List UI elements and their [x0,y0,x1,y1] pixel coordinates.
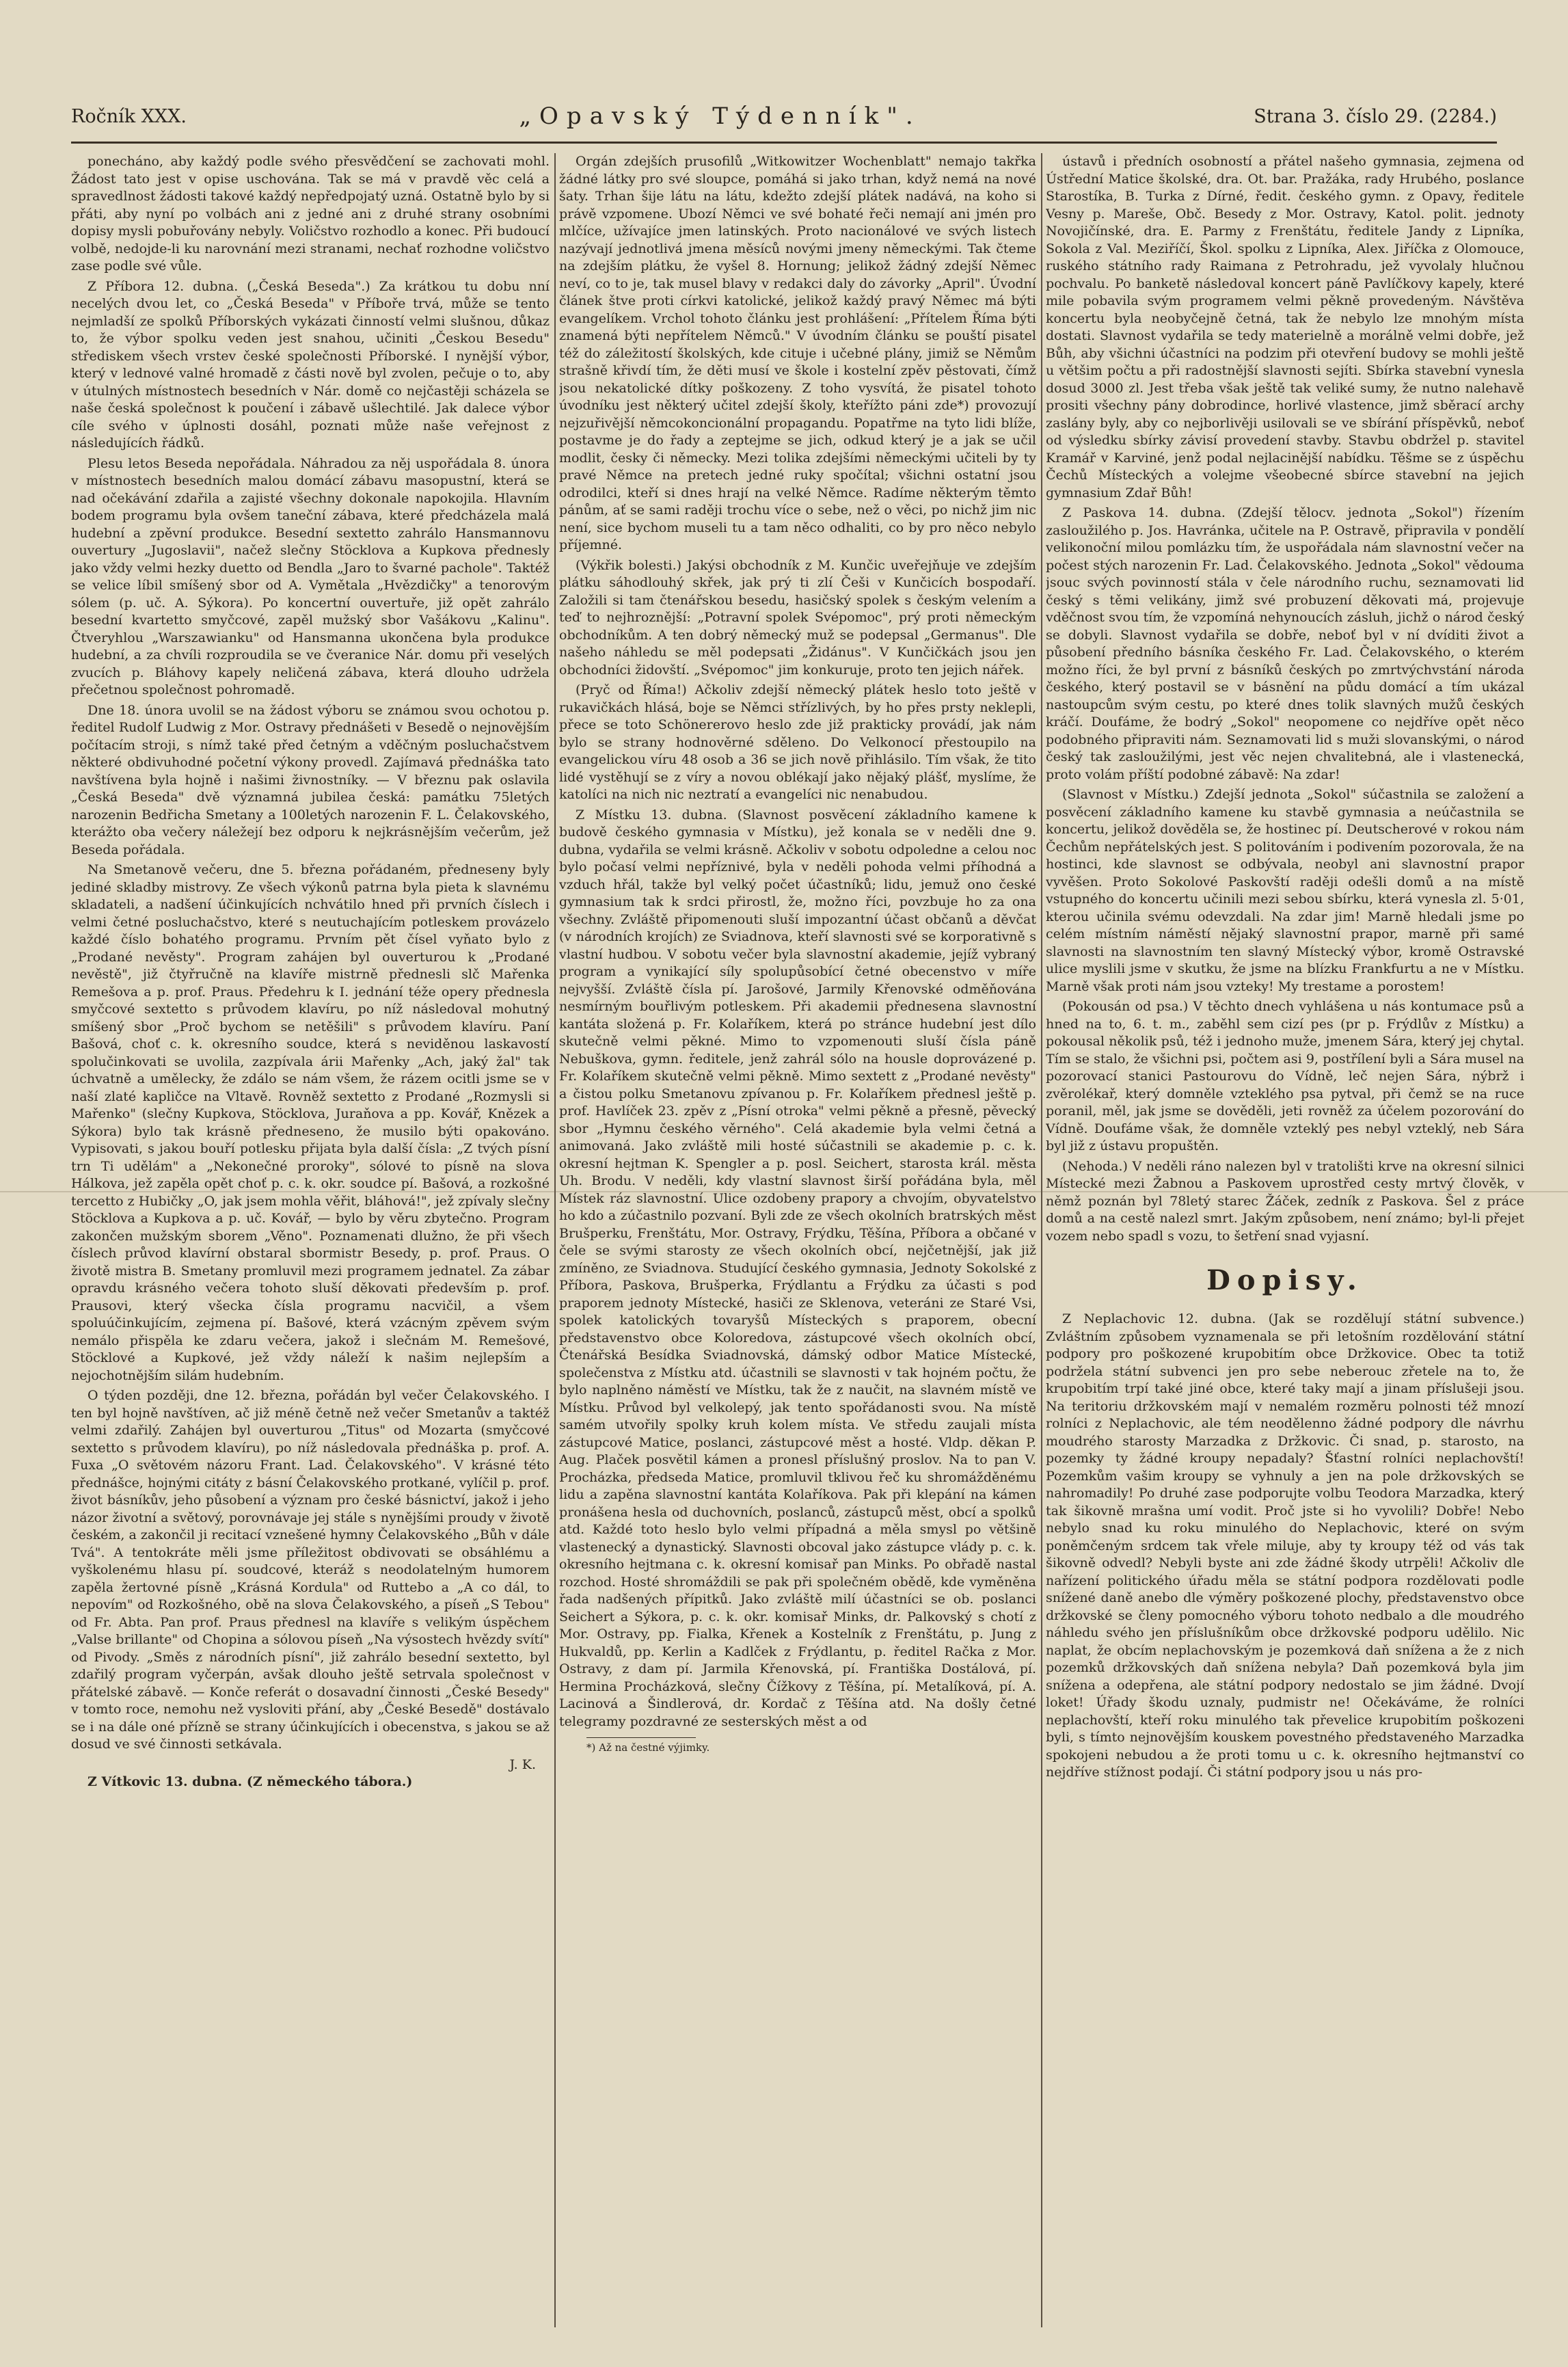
header-rule [71,142,1497,144]
article-paragraph: (Výkřik bolesti.) Jakýsi obchodník z M. Kunčic uveřejňuje ve zdejším plátku sáhodlouhý skřek, jak prý ti zlí Češi v Kunčicích bospodaří. Založili si tam čtenářskou besedu, hasičský spolek s českým velením a teď to nejhroznější: „Potravní spolek Svépomoc", prý proti německým obchodníkům. A ten dobrý německý muž se podepsal „Germanus". Dle našeho náhledu se měl podepsati „Židánus". V Kunčičkách jsou jen obchodníci židovští. „Svépomoc" jim konkuruje, proto ten jejich nářek. [559,557,1036,678]
masthead-title: „Opavský Týdenník". [519,103,921,130]
article-paragraph: (Pryč od Říma!) Ačkoliv zdejší německý plátek heslo toto ještě v rukavičkách hlásá, boje se Němci střízlivých, by ho přes prsty neklepli, přece se toto Schönererovo heslo zde již prakticky provádí, jak nám bylo se strany hodnověrné sděleno. Do Velkonocí přestoupilo na evangelickou víru 48 osob a 36 se jich nově přihlásilo. Tím však, že tito lidé vystěhují se z víry a novou oblékají jako nějaký plášť, myslíme, že katolíci na nich nic neztratí a evangelíci nic nenabudou. [559,682,1036,802]
section-heading-dopisy: Dopisy. [1206,1264,1364,1296]
article-paragraph: (Pokousán od psa.) V těchto dnech vyhlášena u nás kontumace psů a hned na to, 6. t. m., zaběhl sem cizí pes (pr p. Frýdlův z Místku) a pokousal několik psů, též i jednoho muže, jmenem Sára, který jej chytal. Tím se stalo, že všichni psi, počtem asi 9, postřílení byli a Sára musel na pozorovací stanici Pastourovu do Vídně, leč nejen Sára, nýbrž i zvěrolékař, který domněle vzteklého psa pytval, při čemž se na ruce poranil, měl, jak jsme se dověděli, jeti rovněž za účelem pozorování do Vídně. Doufáme však, že domněle vzteklý pes nebyl vzteklý, neb Sára byl již z ústavu propuštěn. [1046,999,1524,1153]
article-paragraph: Dne 18. února uvolil se na žádost výboru se známou svou ochotou p. ředitel Rudolf Ludwig z Mor. Ostravy přednášeti v Besedě o nejnovějším počítacím stroji, s nímž také před četným a vděčným posluchačstvem některé obdivuhodné početní výkony provedl. Zajímavá přednáška tato navštívena byla hojně i našimi živnostníky. — V březnu pak oslavila „Česká Beseda" dvě významná jubilea česká: památku 75letých narozenin Bedřicha Smetany a 100letých narozenin F. L. Čelakovského, kterážto oba večery náležejí bez odporu k nejkrásnějším večerům, jež Beseda pořádala. [71,702,550,857]
article-paragraph: Na Smetanově večeru, dne 5. března pořádaném, předneseny byly jediné skladby mistrovy. Ze všech výkonů patrna byla pieta k slavnému skladateli, a nadšení účinkujících nchvátilo hned při prvních číslech i velmi četné posluchačstvo, které s neutuchajícím potleskem provázelo každé číslo bohatého programu. Prvním pět čísel vyňato bylo z „Prodané nevěsty". Program zahájen byl ouverturou k „Prodané nevěstě", již čtyřručně na klavíře mistrně přednesli slč Mařenka Remešova a p. prof. Praus. Předehru k I. jednání téže opery přednesla smyčcové sextetto s průvodem klavíru, po níž následoval mohutný smíšený sbor „Proč bychom se netěšili" s průvodem klavíru. Paní Bašová, choť c. k. okresního soudce, která s neviděnou laskavostí spolučinkovati se uvolila, zazpívala árii Mařenky „Ach, jaký žal" tak úchvatně a umělecky, že zdálo se nám všem, že rázem ocitli jsme se v naší zlaté kapličce na Vltavě. Rovněž sextetto z Prodané „Rozmysli si Mařenko" (slečny Kupkova, Stöcklova, Juraňova a pp. Kovář, Knězek a Sýkora) bylo tak krásně předneseno, že musilo býti opakováno. Vypisovati, s jakou bouří potlesku přijata byla další čísla: „Z tvých písní trn Ti udělám" a „Nekonečné proroky", sólové to písně na slova Hálkova, jež zapěla opět choť p. c. k. okr. soudce pí. Bašová, a rozkošné tercetto z Hubičky „O, jak jsem mohla věřit, bláhová!", jež zpívaly slečny Stöcklova a Kupkova a p. uč. Kovář, — bylo by věru zbytečno. Program zakončen mužským sborem „Věno". Poznamenati dlužno, že při všech číslech průvod klavírní obstaral sbormistr Besedy, p. prof. Praus. O životě mistra B. Smetany promluvil mezi programem jednatel. Za zábar opravdu krásného večera tohoto sluší děkovati především p. prof. Prausovi, který všecka čísla programu nacvičil, a všem spoluúčinkujícím, zejmena pí. Bašové, která vzácným zpěvem svým nemálo přispěla ke zdaru večera, jakož i slečnám M. Remešové, Stöcklové a Kupkové, jež vždy náleží k našim nejlepším a nejochotnějším silám hudebním. [71,862,550,1383]
column-divider-1 [554,153,556,2327]
footnote: *) Až na čestné výjimky. [586,1741,710,1754]
page-header [71,96,1497,137]
article-dateline: Z Vítkovic 13. dubna. (Z německého tábora.) [87,1774,413,1789]
volume-label: Ročník XXX. [71,105,187,127]
article-paragraph: O týden později, dne 12. března, pořádán byl večer Čelakovského. I ten byl hojně navštíven, ač již méně četně než večer Smetanův a taktéž velmi zdařilý. Zahájen byl ouverturou „Titus" od Mozarta (smyčcové sextetto s průvodem klavíru), po níž následovala přednáška p. prof. A. Fuxa „O světovém názoru Frant. Lad. Čelakovského". V krásné této přednášce, hojnými citáty z básní Čelakovského protkané, vylíčil p. prof. život básníkův, jeho působení a význam pro české básnictví, jakož i jeho názor životní a světový, porovnávaje jej stále s nynějšími proudy v životě českém, a zakončil ji recitací vznešené hymny Čelakovského „Bůh v dále Tvá". A tentokráte měli jsme příležitost obdivovati se obsáhlému a vyškolenému hlasu pí. soudcové, kteráž s neodolatelným humorem zapěla žertovné písně „Krásná Kordula" od Ruttebo a „A co dál, to nepovím" od Rozkošného, obě na slova Čelakovského, a píseň „S Tebou" od Fr. Abta. Pan prof. Praus přednesl na klavíře s velikým úspěchem „Valse brillante" od Chopina a sólovou píseň „Na výsostech hvězdy svítí" od Pivody. „Směs z národních písní", již zahrálo besední sextetto, byl zdařilý program vyčerpán, avšak dlouho ještě setrvala společnost v přátelské zábavě. — Konče referát o dosavadní činnosti „České Besedy" v tomto roce, nemohu než vysloviti přání, aby „České Besedě" dostávalo se i na dále oné přízně se strany účinkujících i obecenstva, s jakou se až dosud ve své činnosti setkávala. [71,1388,550,1752]
article-paragraph: ústavů i předních osobností a přátel našeho gymnasia, zejmena od Ústřední Matice školské, dra. Ot. bar. Pražáka, rady Hrubého, poslance Starostíka, B. Turka z Dírné, ředit. českého gymn. z Opavy, ředitele Vesny p. Mareše, Obč. Besedy z Mor. Ostravy, Katol. polit. jednoty Novojičínské, dra. E. Parmy z Frenštátu, ředitele Jandy z Lipníka, Sokola z Val. Meziříčí, Škol. spolku z Lipníka, Alex. Jiříčka z Olomouce, ruského státního rady Raimana z Petrohradu, jež vyvolaly hlučnou pochvalu. Po banketě následoval koncert páně Pavlíčkovy kapely, které mile pobavila svým programem velmi pěkně provedeným. Návštěva koncertu byla neobyčejně četná, tak že nebylo lze mnohým místa dostati. Slavnost vydařila se tedy materielně a morálně velmi dobře, jež Bůh, aby všichni účastníci na podzim při otevření budovy se mohli ještě u většim počtu a při radostnější slavnosti sejíti. Sbírka stavební vynesla dosud 3000 zl. Jest třeba však ještě tak veliké sumy, že nutno nalehavě prositi všechny pány dobrodince, horlivé vlastence, jimž sběrací archy zaslány byly, aby co nejborlivěji usilovali se ve sbírání příspěvků, neboť od výsledku sbírky závisí provedení stavby. Stavbu obdržel p. stavitel Kramář v Karviné, jenž podal nejlacinější nabídku. Těšme se z úspěchu Čechů Místeckých a volejme všeobecné sbírce stavební na jejich gymnasium Zdař Bůh! [1046,154,1524,500]
article-paragraph: ponecháno, aby každý podle svého přesvědčení se zachovati mohl. Žádost tato jest v opise uschována. Tak se má v pravdě věc celá a spravedlnost žádosti takové každý nepředpojatý uzná. Ostatně bylo by si přáti, aby nyní po volbách ani z jedné ani z druhé strany osobními dopisy mysli pobuřovány nebyly. Voličstvo rozhodlo a konec. Při budoucí volbě, nedojde-li ku narovnání mezi stranami, nechať rozhodne voličstvo zase podle své vůle. [71,154,550,273]
footnote-rule [586,1737,696,1738]
column-2 [559,153,1036,2321]
column-1 [71,153,550,2321]
article-paragraph: Z Neplachovic 12. dubna. (Jak se rozdělují státní subvence.) Zvláštním způsobem vyznamenala se při letošním rozdělování státní podpory pro poškozené krupobitím obce Držkovice. Obec ta totiž podržela státní subvenci jen pro sebe neberouc zřetele na to, že krupobitím trpí také jiné obce, které taky mají a jinam příslušeji jsou. Na teritoriu držkovském mají v nemalém rozměru polnosti též mnozí rolníci z Neplachovic, ale tém neodělenno žádné podpory dle návrhu moudrého starosty Marzadka z Držkovic. Či snad, p. starosto, na pozemky ty žádné kroupy nepadaly? Šťastní rolníci neplachovští! Pozemkům vašim kroupy se vyhnuly a jen na pole držkovských se nahromadily! Po druhé zase podporujte volbu Teodora Marzadka, který tak šikovně mrašna umí vodit. Proč jste si ho vyvolili? Dobře! Nebo nebylo snad ku roku minulého do Neplachovic, které on svým poněmčeným srdcem tak vřele miluje, aby ty kroupy též od vás tak šikovně odvedl? Nebyli byste ani zde žádné škody utrpěli! Ačkoliv dle nařízení politického úřadu měla se státní podpora rozdělovati podle snížené daně anebo dle výměry poškozené plochy, představenstvo obce držkovské se členy pomocného výboru tohoto nedbalo a dle moudrého náhledu svého jen příslušníkům obce držkovské podporu udělilo. Nic naplat, že obcím neplachovským je pozemková daň snížena a že z nich pozemků držkovských daň snížena nebyla? Daň pozemková byla jim snížena a odepřena, ale státní podpory nedostalo se jim žádné. Dvojí loket! Úřady škodu uznaly, pudmistr ne! Očekáváme, že rolníci neplachovští, kteří roku minulého tak převelice krupobitím poškozeni byli, s tímto nejnovějším kouskem povestného představeného Marzadka spokojeni nebudou a že proti tomu u c. k. okresního hejtmanství co nejdříve stížnost podají. Či státní podpory jsou u nás pro- [1046,1311,1524,1780]
article-paragraph: Z Místku 13. dubna. (Slavnost posvěcení základního kamene k budově českého gymnasia v Místku), jež konala se v neděli dne 9. dubna, vydařila se velmi krásně. Ačkoliv v sobotu odpoledne a celou noc bylo počasí velmi nepříznivé, byla v neděli pohoda velmi příhodná a vzduch hřál, takže byl velký počet účastníků; lidu, jemuž ono české gymnasium tak k srdci přirostl, že, možno říci, povzbuje ho za ona všechny. Zvláště připomenouti sluší impozantní účast občanů a děvčat (v národních krojích) ze Sviadnova, kteří slavnosti své se korporativně s vlastní hudbou. V sobotu večer byla slavnostní akademie, jejíž vybraný program a vynikající síly spolupůsobící četné obecenstvo v míře nejvyšší. Zvláště čísla pí. Jarošové, Jarmily Křenovské odměňována nesmírným bouřlivým potleskem. Při akademii přednesena slavnostní kantáta složená p. Fr. Kolaříkem, která po stránce hudební jest dílo skutečně velmi pěkné. Mimo to vzpomenouti sluší čísla páně Nebuškova, gymn. ředitele, jenž zahrál sólo na housle doprovázené p. Fr. Kolaříkem skutečně velmi pěkně. Mimo sextett z „Prodané nevěsty" a čistou polku Smetanovu zpívanou p. Fr. Kolaříkem přednesl ještě p. prof. Havlíček 23. zpěv z „Písní otroka" velmi pěkně a přesně, pěvecký sbor „Hymnu českého věrného". Celá akademie byla velmi četná a animovaná. Jako zvláště mili hosté súčastnili se akademie p. c. k. okresní hejtman K. Spengler a p. posl. Seichert, starosta král. města Uh. Brodu. V neděli, kdy vlastní slavnost širší pořádána byla, měl Místek ráz slavnostní. Ulice ozdobeny prapory a chvojím, obyvatelstvo ho kdo a zúčastnilo pozvaní. Byli zde ze všech okolních bratrských měst Brušperku, Frenštátu, Mor. Ostravy, Frýdku, Těšína, Příbora a občané v čele se svými starosty ze všech okolních obcí, nejčetnější, jak již zmíněno, ze Sviadnova. Studující českého gymnasia, Jednoty Sokolské z Příbora, Paskova, Brušperka, Frýdlantu a Frýdku za účasti s pod praporem jednoty Místecké, hasiči ze Sklenova, veteráni ze Staré Vsi, spolek katolických tovaryšů Místeckých s praporem, obecní představenstvo obce Koloredova, zástupcové všech okolních obcí, Čtenářská Besídka Sviadnovská, dámský odbor Matice Místecké, společenstva z Místku atd. účastnili se slavnosti v tak hojném počtu, že bylo naplněno náměstí ve Místku, tak že z naučit, na slavném místě ve Místku. Průvod byl velkolepý, jak tento spořádanosti svou. Na místě samém utvořily spolky kruh kolem místa. Ve středu zaujali místa zástupcové Matice, poslanci, zástupcové měst a hosté. Vldp. děkan P. Aug. Plaček posvětil kámen a pronesl příslušný proslov. Na to pan V. Procházka, předseda Matice, promluvil tklivou řeč ku shromážděnému lidu a zapěna slavnostní kantáta Kolaříkova. Pak při klepání na kámen pronášena hesla od duchovních, poslanců, zástupců měst, obcí a spolků atd. Každé toto heslo bylo velmi případná a měla smysl po většině vlastenecký a dynastický. Slavnosti obcoval jako zástupce vlády p. c. k. okresního hejtmana c. k. okresní komisař pan Minks. Po obřadě nastal rozchod. Hosté shromáždili se pak při společném obědě, kde vyměněna řada nadšených přípitků. Jako zvláště milí účastníci se ob. poslanci Seichert a Sýkora, p. c. k. okr. komisař Minks, dr. Palkovský s chotí z Mor. Ostravy, pp. Fialka, Křenek a Kostelník z Frenštátu, p. Jung z Hukvaldů, pp. Kerlin a Kadlček z Frýdlantu, p. ředitel Račka z Mor. Ostravy, z dam pí. Jarmila Křenovská, pí. Františka Dostálová, pí. Hermina Procházková, slečny Čížkovy z Těšína, pí. Metalíková, pí. A. Lacinová a Šindlerová, dr. Kordač z Těšína atd. Na došly četné telegramy pozdravné ze sesterských měst a od [559,807,1036,1729]
column-3 [1046,153,1524,2321]
article-paragraph: Plesu letos Beseda nepořádala. Náhradou za něj uspořádala 8. února v místnostech besedních malou domácí zábavu masopustní, která se nad očekávání zdařila a zajisté všechny dokonale napokojila. Hlavním bodem programu byla ovšem taneční zábava, které předcházela malá hudební a zpěvní produkce. Besední sextetto zahrálo Hansmannovu ouvertury „Jugoslavii", načež slečny Stöcklova a Kupkova přednesly jako vždy velmi hezky duetto od Bendla „Jaro to švarné pachole". Taktéž se velice líbil smíšený sbor od A. Vymětala „Hvězdičky" a tenorovým sólem (p. uč. A. Sýkora). Po koncertní ouvertuře, již opět zahrálo besední kvartetto smyčcové, zapěl mužský sbor Vašákovu „Kalinu". Čtveryhlou „Warszawianku" od Hansmanna ukončena byla produkce hudební, a za chvíli rozproudila se ve čveranice Nár. domu při veselých zvucích p. Bláhovy kapely neličená zábava, která dlouho udržela přečetnou společnost pohromadě. [71,455,550,697]
article-paragraph: (Nehoda.) V neděli ráno nalezen byl v tratolišti krve na okresní silnici Místecké mezi Žabnou a Paskovem uprostřed cesty mrtvý člověk, v němž poznán byl 78letý starec Žáček, zedník z Paskova. Šel z práce domů a na cestě nalezl smrt. Jakým způsobem, není známo; byl-li přejet vozem nebo spadl s vozu, to šetření snad vyjasní. [1046,1158,1524,1244]
column-divider-2 [1041,153,1042,2327]
article-paragraph: Orgán zdejších prusofilů „Witkowitzer Wochenblatt" nemajo takřka žádné látky pro své sloupce, pomáhá si jako trhan, když nemá na nové šaty. Trhan šije látu na látu, kdežto zdejší plátek nadává, na koho si právě vzpomene. Ubozí Němci ve své bohaté řeči nemají ani jmén pro mlčíce, užívajíce jmen latinských. Proto nacionálové ve svých listech nazývají jednotlivá jmena měsíců novými jmeny německými. Tak čteme na zdejším plátku, že vyšel 8. Hornung; jelikož žádný zdejší Němec neví, co to je, tak musel blavy v redakci daly do závorky „April". Úvodní článek štve proti církvi katolické, jelikož každý pravý Němec má býti evangelíkem. Vrchol tohoto článku jest prohlášení: „Přítelem Říma býti znamená býti nepřítelem Němců." V úvodním článku se pouští pisatel též do záležitostí školských, kde cituje i učebné plány, jimiž se Němům strašně křivdí tím, že děti musí ve škole i kostelní zpěv pěstovati, čímž jsou nekatolické dítky poškozeny. Z toho vysvítá, že pisatel tohoto úvodníku jest některý učitel zdejší školy, kteřížto páni zde*) provozují nejzuřivější němcokoncionální propagandu. Popatřme na tyto lidi blíže, postavme je do řady a zeptejme se jich, odkud který je a jak se učil modlit, česky či německy. Mezi tolika zdejšími německými učiteli by ty pravé Němce na pretech jedné ruky spočítal; všichni ostatní jsou odrodilci, kteří si dnes hrají na velké Němce. Radíme některým těmto pánům, ať se sami raději trochu více o sebe, než o věci, po nichž jim nic není, sice bychom museli tu a tam něco odhaliti, co by pro něco nebylo příjemné. [559,154,1036,552]
author-signature: J. K. [509,1756,536,1772]
page-number: Strana 3. číslo 29. (2284.) [1254,105,1497,127]
article-paragraph: Z Příbora 12. dubna. („Česká Beseda".) Za krátkou tu dobu nní necelých dvou let, co „Česká Beseda" v Příboře trvá, může se tento nejmladší ze spolků Příborských vykázati činností velmi slušnou, důkaz to, že výbor spolku veden jest snahou, učiniti „Českou Besedu" střediskem všech vrstev české společnosti Příborské. I nynější výbor, který v lednové valné hromadě z části nově byl zvolen, pečuje o to, aby v útulných místnostech besedních v Nár. domě co nejčastěji scházela se naše česká společnost k poučení i zábavě ušlechtilé. Jak dalece výbor cíle svého v úplnosti dosáhl, poznati může naše veřejnost z následujících řádků. [71,278,550,451]
article-paragraph: Z Paskova 14. dubna. (Zdejší tělocv. jednota „Sokol") řízením zasloužilého p. Jos. Havránka, učitele na P. Ostravě, připravila v pondělí velikonoční milou pomlázku tím, že uspořádala nám slavnostní večer na počest stých narozenin Fr. Lad. Čelakovského. Jednota „Sokol" vědouma jsouc svých povinností stála v čele národního ruchu, seznamovati lid český s těmi velikány, jimž své probuzení děkovati má, projevuje vděčnost svou tím, že vzpomíná nehynoucích zásluh, jichž o národ český se dobyli. Slavnost vydařila se dobře, neboť byl v ní dvíditi život a působení předního básníka českého Fr. Lad. Čelakovského, o kterém možno říci, že byl první z básníků českých po zmrtvýchvstání národa českého, který postavil se v básnění na půdu domácí a tím ukázal nastoupcům svým cestu, po které dnes tolik slavných mužů českých kráčí. Doufáme, že bodrý „Sokol" neopomene co nejdříve opět něco podobného připraviti nám. Seznamovati lid s muži slovanskými, o národ český tak zasloužilými, jest věc nejen chvalitebná, ale i vlastenecká, proto volám příští podobné zábavě: Na zdar! [1046,505,1524,782]
article-paragraph: (Slavnost v Místku.) Zdejší jednota „Sokol" súčastnila se založení a posvěcení základního kamene ku stavbě gymnasia a neúčastnila se koncertu, jelikož dověděla se, že hostinec pí. Deutscherové v rokou nám Čechům nepřátelských jest. S politováním i podivením pozorovala, že na hostinci, kde slavnost se odbývala, neobyl ani slavnostní prapor vyvěšen. Proto Sokolové Paskovští raději odešli domů a na místě vstupného do koncertu učinili mezi sebou sbírku, která vynesla zl. 5·01, kterou učinila svému odevzdali. Na zdar jim! Marně hledali jsme po celém místním náměstí nějaký slavnostní prapor, marně při samé slavnosti na slavnostním ten slavný Místecký výbor, kromě Ostravské ulice myslili jsme v skutku, že jsme na blízku Frankfurtu a ne v Místku. Marně však proti nám jsou vzteky! My trestame a porostem! [1046,787,1524,994]
